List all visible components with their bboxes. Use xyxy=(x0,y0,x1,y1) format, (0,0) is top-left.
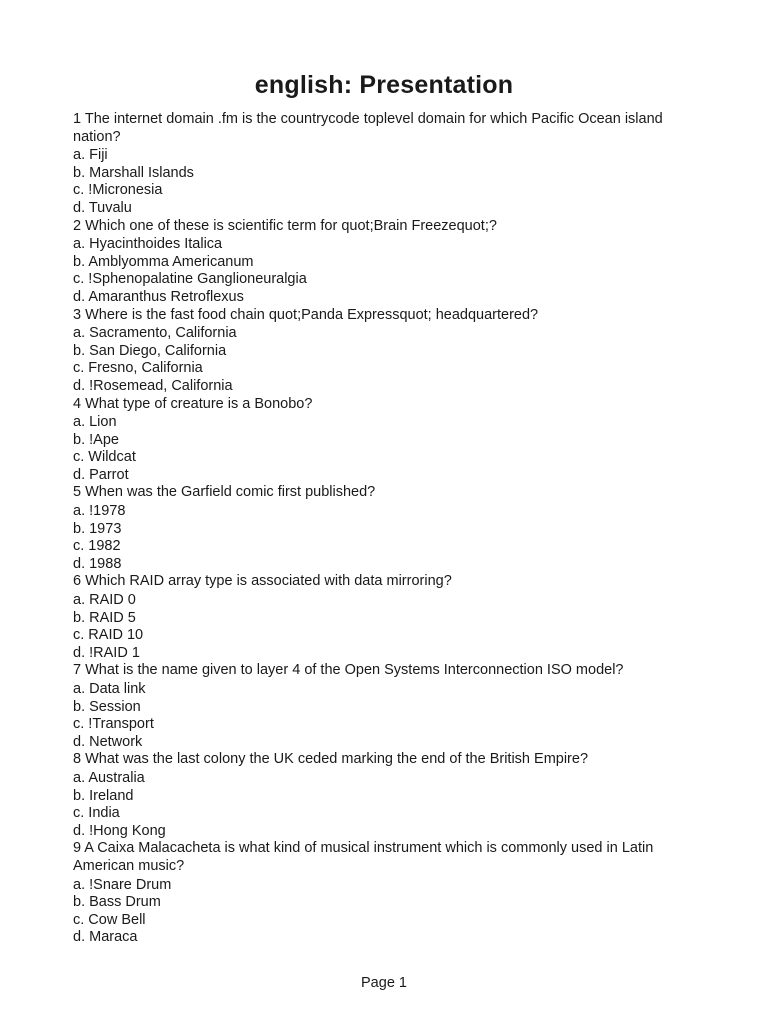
question-text: 7 What is the name given to layer 4 of the Open Systems Interconnection ISO model? xyxy=(73,662,624,679)
answer-option: b. San Diego, California xyxy=(73,342,227,359)
answer-option: c. !Transport xyxy=(73,716,154,733)
answer-option: c. Cow Bell xyxy=(73,911,146,928)
answer-option: d. 1988 xyxy=(73,555,122,572)
answer-option: d. !Rosemead, California xyxy=(73,377,233,394)
question-5 xyxy=(73,484,693,573)
question-4 xyxy=(73,396,693,485)
answer-option: a. Sacramento, California xyxy=(73,325,237,342)
answer-option: b. Bass Drum xyxy=(73,894,161,911)
answer-option: c. India xyxy=(73,805,120,822)
question-7 xyxy=(73,662,693,751)
answer-option: d. Amaranthus Retroflexus xyxy=(73,288,244,305)
page-number: Page 1 xyxy=(361,975,407,991)
question-3 xyxy=(73,307,693,396)
answer-option: d. Maraca xyxy=(73,929,138,946)
question-6 xyxy=(73,573,693,662)
answer-option: c. !Sphenopalatine Ganglioneuralgia xyxy=(73,271,307,288)
quiz-content xyxy=(73,111,693,947)
question-text: 4 What type of creature is a Bonobo? xyxy=(73,395,313,412)
answer-option: a. Lion xyxy=(73,414,117,431)
answer-option: b. Amblyomma Americanum xyxy=(73,253,254,270)
answer-option: a. Data link xyxy=(73,681,146,697)
question-text: 3 Where is the fast food chain quot;Panda Expressquot; headquartered? xyxy=(73,306,539,323)
answer-option: c. Fresno, California xyxy=(73,360,203,377)
answer-option: a. !1978 xyxy=(73,503,126,520)
answer-option: d. Parrot xyxy=(73,466,129,483)
answer-option: a. RAID 0 xyxy=(73,592,136,609)
answer-option: b. 1973 xyxy=(73,520,122,537)
answer-option: d. !RAID 1 xyxy=(73,644,140,661)
answer-option: d. Tuvalu xyxy=(73,199,132,216)
question-text: 2 Which one of these is scientific term for quot;Brain Freezequot;? xyxy=(73,217,497,234)
answer-option: c. Wildcat xyxy=(73,449,136,466)
question-text: 6 Which RAID array type is associated with data mirroring? xyxy=(73,573,452,590)
question-9 xyxy=(73,840,693,947)
answer-option: c. !Micronesia xyxy=(73,182,163,199)
answer-option: b. Ireland xyxy=(73,787,134,804)
question-text: 1 The internet domain .fm is the countrycode toplevel domain for which Pacific Ocean island nation? xyxy=(73,111,663,145)
answer-option: d. !Hong Kong xyxy=(73,822,166,839)
answer-option: b. Session xyxy=(73,698,141,715)
answer-option: b. Marshall Islands xyxy=(73,164,194,181)
answer-option: a. !Snare Drum xyxy=(73,876,172,893)
answer-option: b. RAID 5 xyxy=(73,609,136,626)
answer-option: a. Fiji xyxy=(73,147,108,164)
answer-option: a. Australia xyxy=(73,769,145,786)
question-text: 8 What was the last colony the UK ceded marking the end of the British Empire? xyxy=(73,751,589,768)
question-text: 5 When was the Garfield comic first published? xyxy=(73,484,376,501)
answer-option: c. RAID 10 xyxy=(73,627,144,644)
answer-option: a. Hyacinthoides Italica xyxy=(73,236,223,253)
answer-option: b. !Ape xyxy=(73,431,119,448)
question-text: 9 A Caixa Malacacheta is what kind of musical instrument which is commonly used in Latin American music? xyxy=(73,840,654,874)
answer-option: d. Network xyxy=(73,733,143,750)
question-8 xyxy=(73,751,693,840)
question-2 xyxy=(73,218,693,307)
answer-option: c. 1982 xyxy=(73,538,121,555)
page-title: english: Presentation xyxy=(254,71,514,99)
question-1 xyxy=(73,111,693,218)
